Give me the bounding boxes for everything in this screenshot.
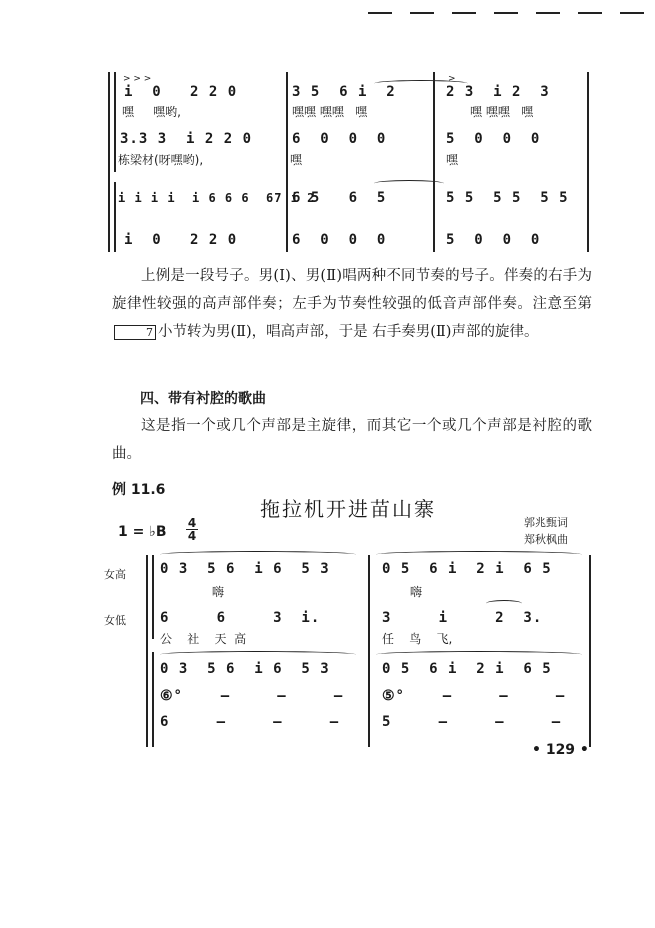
notation-line: 6 – – – xyxy=(160,714,340,730)
lyrics: 嘿 xyxy=(290,153,303,167)
paragraph-text: 上例是一段号子。男(Ⅰ)、男(Ⅱ)唱两种不同节奏的号子。伴奏的右手为旋律性较强的高声部伴奏；左手为节奏性较强的低音声部伴奏。注意至第 xyxy=(112,268,592,312)
accent-marks: > > > xyxy=(123,74,152,84)
lyrics: 嘿 嘿嘿 嘿 xyxy=(470,105,534,119)
measure-number-box: 7 xyxy=(114,325,156,340)
notation-line: 3 i 2 3. xyxy=(382,610,543,626)
song-title: 拖拉机开进苗山寨 xyxy=(260,497,436,521)
composer-credit: 郑秋枫曲 xyxy=(524,533,568,546)
notation-line: 2 3 i 2 3 xyxy=(446,84,550,100)
notation-line: 6 0 0 0 xyxy=(292,131,387,147)
lyrics: 嘿 嘿哟, xyxy=(122,105,181,119)
slur xyxy=(374,180,444,187)
notation-line: 5 5 5 5 5 5 xyxy=(446,190,569,206)
notation-line: ⑤° – – – xyxy=(382,688,566,704)
notation-line: i 0 2 2 0 xyxy=(124,84,238,100)
lyrics: 嗨 xyxy=(410,585,423,599)
notation-line: 0 5 6 i 2 i 6 5 xyxy=(382,561,552,577)
notation-line: 5 0 0 0 xyxy=(446,232,541,248)
time-signature xyxy=(186,517,198,542)
lyrics: 任 鸟 飞, xyxy=(382,632,453,646)
notation-line: ⑥° – – – xyxy=(160,688,344,704)
slur xyxy=(160,551,356,558)
notation-line: 6 6 3 i. xyxy=(160,610,321,626)
accent-marks: > xyxy=(448,74,456,84)
barline xyxy=(368,555,370,747)
lyrics: 嘿嘿 嘿嘿 嘿 xyxy=(292,105,368,119)
lyricist-credit: 郭兆甄词 xyxy=(524,516,568,529)
slur xyxy=(376,651,582,658)
notation-line: 5 – – – xyxy=(382,714,562,730)
time-signature-top: 4 xyxy=(187,516,197,530)
slur xyxy=(160,651,356,658)
page-number: • 129 • xyxy=(532,742,589,758)
part-label-soprano: 女高 xyxy=(104,568,126,581)
notation-line: 6 0 0 0 xyxy=(292,232,387,248)
part-label-alto: 女低 xyxy=(104,614,126,627)
notation-line: i 0 2 2 0 xyxy=(124,232,238,248)
barline xyxy=(587,72,589,252)
example-label: 例 11.6 xyxy=(112,482,166,498)
staff-brace xyxy=(152,652,154,747)
staff-brace xyxy=(114,72,116,172)
system-brace xyxy=(108,72,110,252)
body-paragraph-2: 这是指一个或几个声部是主旋律，而其它一个或几个声部是衬腔的歌曲。 xyxy=(112,418,592,462)
paragraph-text: 小节转为男(Ⅱ)，唱高声部，于是 右手奏男(Ⅱ)声部的旋律。 xyxy=(158,324,539,340)
barline xyxy=(433,72,435,252)
notation-line: i i i i i 6 6 6 67 i 2 xyxy=(118,191,316,205)
barline xyxy=(589,555,591,747)
time-signature-bottom: 4 xyxy=(187,529,197,543)
lyrics: 公 社 天 高 xyxy=(160,632,247,646)
notation-line: 6 5 6 5 xyxy=(292,190,387,206)
lyrics: 栋梁材(呀嘿哟), xyxy=(118,153,204,167)
slur xyxy=(376,551,582,558)
system-brace xyxy=(146,555,148,747)
notation-line: 0 5 6 i 2 i 6 5 xyxy=(382,661,552,677)
body-paragraph-1 xyxy=(112,262,592,346)
lyrics: 嘿 xyxy=(446,153,459,167)
barline xyxy=(286,72,288,252)
lyrics: 嗨 xyxy=(212,585,225,599)
key-signature: 1 = ♭B xyxy=(118,524,167,540)
notation-line: 0 3 5 6 i 6 5 3 xyxy=(160,561,330,577)
notation-line: 0 3 5 6 i 6 5 3 xyxy=(160,661,330,677)
notation-line: 3.3 3 i 2 2 0 xyxy=(120,131,253,147)
notation-line: 3 5 6 i 2 xyxy=(292,84,396,100)
staff-brace xyxy=(114,182,116,252)
slur xyxy=(486,600,522,607)
staff-brace xyxy=(152,555,154,639)
section-heading: 四、带有衬腔的歌曲 xyxy=(140,391,266,407)
notation-line: 5 0 0 0 xyxy=(446,131,541,147)
